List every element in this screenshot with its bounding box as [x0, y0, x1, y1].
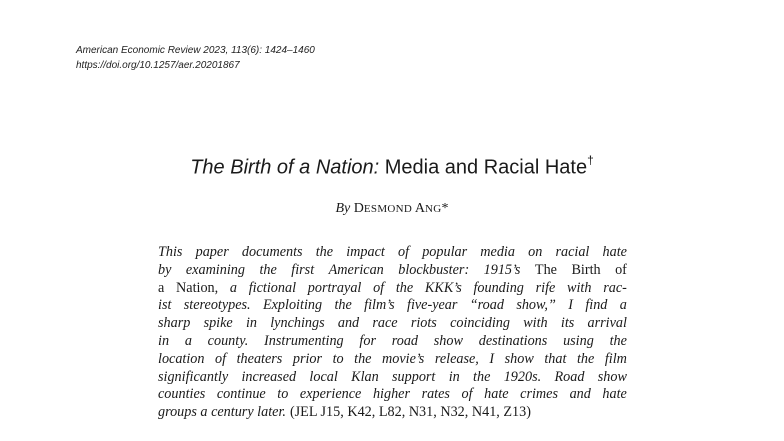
- title-rest: Media and Racial Hate: [384, 156, 588, 179]
- abstract-word: a: [184, 332, 192, 349]
- abstract-word: Klan: [351, 368, 379, 385]
- abstract-word: counties: [158, 386, 206, 403]
- abstract-word: location: [158, 350, 205, 367]
- abstract-word: higher: [372, 386, 410, 403]
- abstract-word: with: [567, 279, 592, 296]
- abstract-word: the: [609, 332, 627, 349]
- abstract-word: This: [158, 244, 183, 260]
- doi-link[interactable]: https://doi.org/10.1257/aer.20201867: [76, 60, 240, 71]
- abstract-word: show: [504, 350, 534, 367]
- abstract-word: on: [528, 244, 543, 260]
- abstract-word: rife: [535, 279, 556, 296]
- abstract-word: 1915’s: [483, 261, 521, 278]
- abstract-word: significantly: [158, 368, 229, 385]
- abstract-word: I: [489, 350, 495, 367]
- abstract-word: arrival: [587, 315, 627, 332]
- abstract-word: the: [576, 350, 595, 367]
- abstract-word: the: [473, 368, 491, 385]
- abstract-word: Road: [554, 368, 585, 385]
- abstract-word: find: [585, 297, 608, 314]
- abstract-word: increased: [241, 368, 297, 385]
- author-footnote-mark[interactable]: *: [441, 201, 449, 216]
- abstract-word: hate: [602, 244, 627, 260]
- abstract-word: riots: [410, 315, 437, 332]
- byline-prefix: By: [335, 201, 351, 216]
- abstract-word: Nation,: [176, 279, 219, 296]
- abstract-word: coinciding: [450, 315, 510, 332]
- abstract-line: [158, 333, 627, 351]
- abstract-word: spike: [203, 315, 233, 332]
- article-title: [0, 150, 784, 180]
- abstract-word: show: [433, 332, 463, 349]
- abstract-word: in: [245, 315, 257, 332]
- abstract-word: ist: [158, 297, 172, 314]
- abstract-word: hate: [602, 386, 627, 403]
- abstract-word: impact: [346, 244, 385, 260]
- abstract-word: the: [334, 297, 352, 314]
- abstract-word: using: [563, 332, 594, 349]
- abstract-word: Birth: [571, 261, 601, 278]
- author-last-initial: A: [414, 201, 425, 216]
- abstract-word: founding: [473, 279, 524, 296]
- abstract-word: documents: [241, 244, 303, 260]
- abstract-word: The: [534, 261, 557, 278]
- title-footnote-mark[interactable]: †: [587, 153, 594, 167]
- abstract-word: to: [332, 350, 344, 367]
- abstract-word: racial: [555, 244, 590, 260]
- abstract-word: a: [229, 279, 238, 296]
- abstract-word: road: [391, 332, 419, 349]
- abstract-word: film: [604, 350, 627, 367]
- author-last-rest: NG: [425, 203, 442, 215]
- abstract-word: to: [277, 386, 289, 403]
- abstract-line: [158, 297, 627, 315]
- abstract-word: in: [448, 368, 460, 385]
- abstract-word: of: [615, 261, 627, 278]
- abstract-word: crimes: [520, 386, 558, 403]
- abstract-line: [158, 369, 627, 387]
- abstract-word: the: [259, 261, 277, 278]
- abstract: [158, 244, 627, 422]
- abstract-word: its: [560, 315, 575, 332]
- abstract-word: continue: [216, 386, 266, 403]
- abstract-word: a: [619, 297, 627, 314]
- title-film-name: The Birth of a Nation:: [190, 156, 380, 179]
- abstract-line: [158, 244, 627, 262]
- abstract-word: by: [158, 261, 172, 278]
- abstract-word: fictional: [248, 279, 297, 296]
- abstract-word: portrayal: [307, 279, 362, 296]
- abstract-word: KKK’s: [424, 279, 462, 296]
- abstract-word: sharp: [158, 315, 191, 332]
- abstract-line: [158, 262, 627, 280]
- abstract-word: of: [398, 244, 410, 260]
- abstract-word: of: [373, 279, 385, 296]
- abstract-word: “road: [469, 297, 504, 314]
- abstract-word: I: [568, 297, 573, 314]
- abstract-word: local: [309, 368, 338, 385]
- abstract-word: theaters: [236, 350, 283, 367]
- abstract-word: a: [158, 279, 165, 296]
- abstract-word: rac-: [603, 279, 627, 296]
- abstract-word: lynchings: [270, 315, 325, 332]
- abstract-word: first: [291, 261, 315, 278]
- abstract-word: support: [392, 368, 436, 385]
- abstract-line: [158, 386, 627, 404]
- abstract-word: of: [461, 386, 473, 403]
- abstract-word: show,”: [516, 297, 556, 314]
- abstract-word: with: [523, 315, 548, 332]
- abstract-word: stereotypes.: [183, 297, 251, 314]
- abstract-word: and: [569, 386, 591, 403]
- byline: [0, 200, 784, 218]
- abstract-word: in: [158, 332, 170, 349]
- abstract-line: [158, 351, 627, 369]
- abstract-word: blockbuster:: [398, 261, 470, 278]
- abstract-word: experience: [299, 386, 362, 403]
- abstract-word: race: [372, 315, 398, 332]
- abstract-word: destinations: [478, 332, 548, 349]
- abstract-word: film’s: [364, 297, 395, 314]
- abstract-word: Instrumenting: [264, 332, 344, 349]
- journal-citation: American Economic Review 2023, 113(6): 1424–1460: [76, 45, 315, 56]
- abstract-word: movie’s: [382, 350, 425, 367]
- author-name: [354, 201, 442, 216]
- abstract-word: the: [354, 350, 372, 367]
- abstract-last-line: [158, 404, 627, 422]
- abstract-word: popular: [422, 244, 468, 260]
- abstract-word: show: [597, 368, 627, 385]
- author-first-initial: D: [353, 201, 364, 216]
- author-first-rest: ESMOND: [363, 203, 413, 215]
- abstract-word: the: [315, 244, 334, 260]
- abstract-last-italic: groups a century later.: [158, 404, 286, 421]
- abstract-line: [158, 315, 627, 333]
- abstract-word: five-year: [407, 297, 458, 314]
- abstract-word: county.: [207, 332, 249, 349]
- abstract-word: prior: [292, 350, 323, 367]
- jel-codes: (JEL J15, K42, L82, N31, N32, N41, Z13): [289, 404, 531, 421]
- abstract-word: paper: [195, 244, 229, 260]
- abstract-word: 1920s.: [503, 368, 542, 385]
- abstract-word: the: [395, 279, 414, 296]
- abstract-word: release,: [434, 350, 479, 367]
- abstract-word: examining: [185, 261, 245, 278]
- abstract-word: hate: [484, 386, 509, 403]
- abstract-word: rates: [421, 386, 450, 403]
- abstract-word: for: [359, 332, 376, 349]
- abstract-word: of: [215, 350, 227, 367]
- abstract-word: Exploiting: [262, 297, 323, 314]
- abstract-word: media: [480, 244, 515, 260]
- abstract-word: that: [544, 350, 567, 367]
- abstract-line: [158, 280, 627, 298]
- abstract-word: American: [328, 261, 384, 278]
- abstract-word: and: [337, 315, 360, 332]
